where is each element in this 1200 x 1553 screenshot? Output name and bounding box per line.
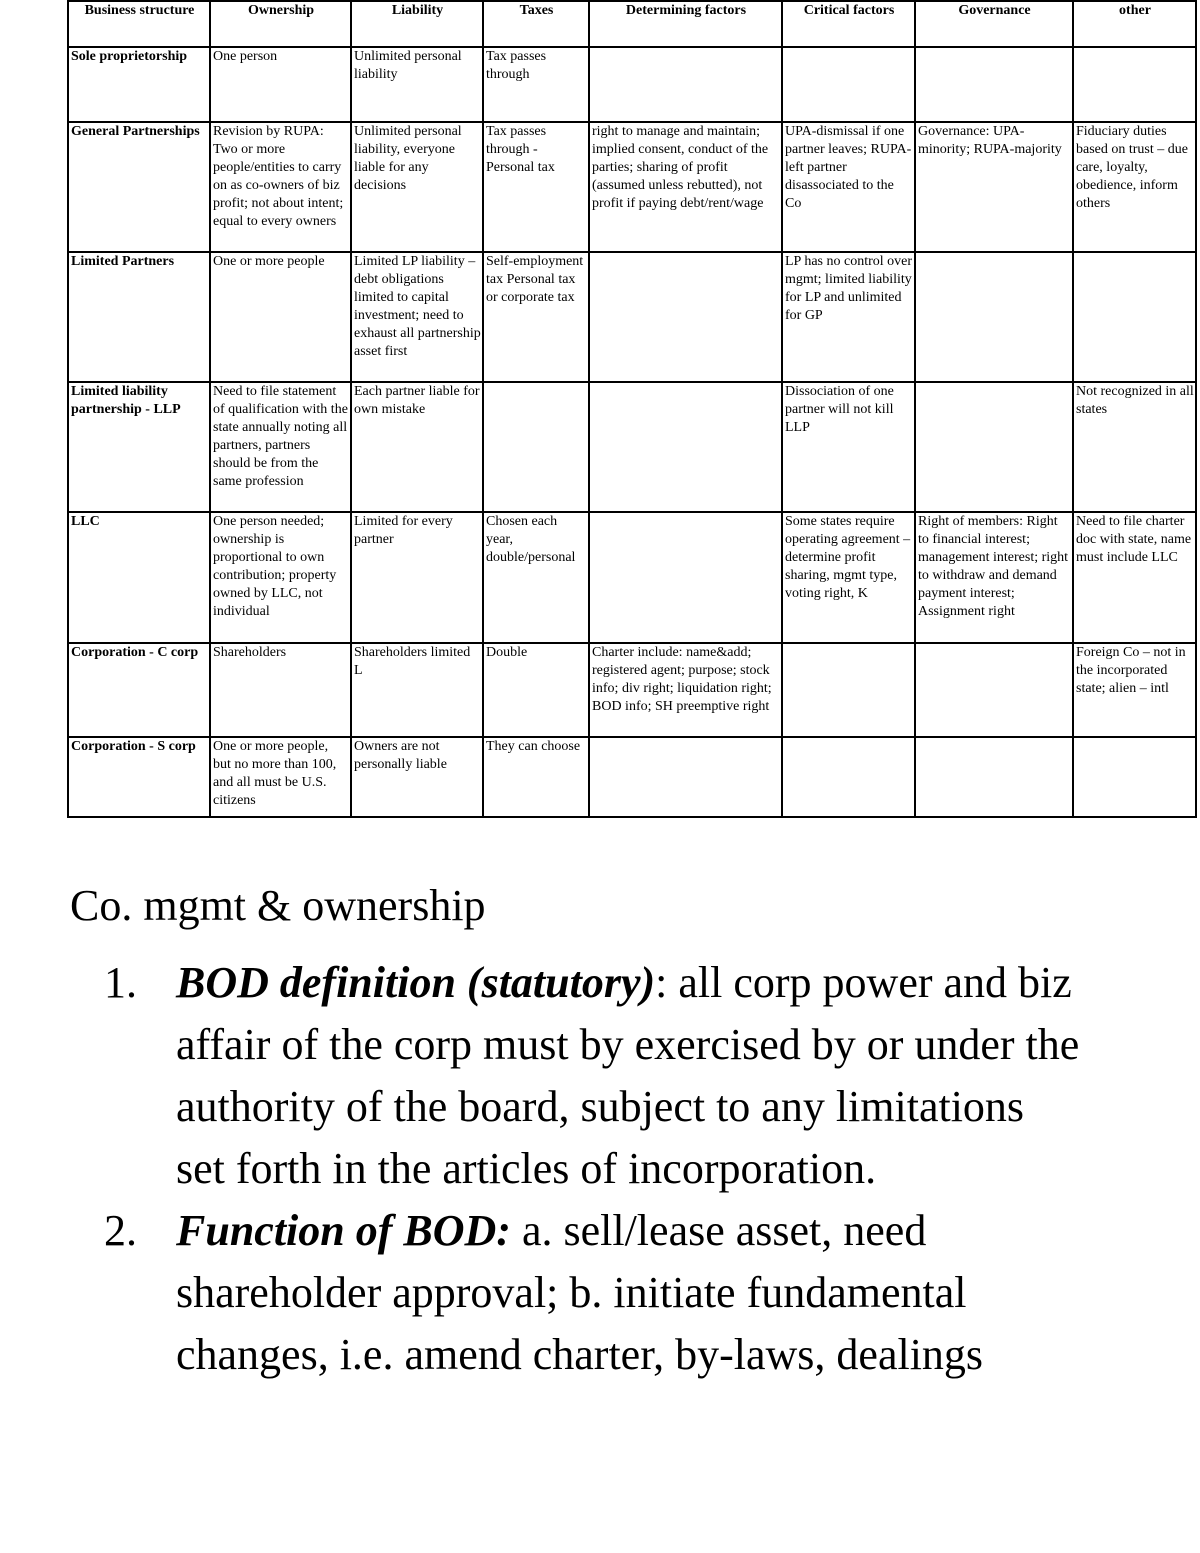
cell-critical-factors [782, 47, 915, 122]
cell-taxes: Tax passes through - Personal tax [483, 122, 589, 252]
table-row [68, 737, 1196, 817]
list-item-term: BOD definition (statutory) [176, 958, 656, 1007]
cell-critical-factors: Some states require operating agreement – determine profit sharing, mgmt type, voting right, K [782, 512, 915, 643]
cell-business-structure: Sole proprietorship [68, 47, 210, 122]
table-row [68, 643, 1196, 737]
cell-business-structure: Corporation - S corp [68, 737, 210, 817]
cell-taxes: Tax passes through [483, 47, 589, 122]
cell-ownership: Shareholders [210, 643, 351, 737]
cell-determining-factors: right to manage and maintain; implied consent, conduct of the parties; sharing of profit (assumed unless rebutted), not profit if paying debt/rent/wage [589, 122, 782, 252]
table-row [68, 512, 1196, 643]
list-item-text: : all corp power and biz affair of the corp must by exercised by or under the authority of the board, subject to any limitations set forth in the articles of incorporation. [176, 958, 1080, 1193]
cell-taxes [483, 382, 589, 512]
table-row [68, 382, 1196, 512]
list-item-text: a. sell/lease asset, need shareholder approval; b. initiate fundamental changes, i.e. amend charter, by-laws, dealings [176, 1206, 984, 1379]
cell-taxes: Self-employment tax Personal tax or corporate tax [483, 252, 589, 382]
notes-heading: Co. mgmt & ownership [70, 881, 486, 930]
cell-ownership: One person needed; ownership is proportional to own contribution; property owned by LLC, not individual [210, 512, 351, 643]
cell-governance [915, 737, 1073, 817]
header-determining-factors: Determining factors [589, 1, 782, 47]
cell-other: Not recognized in all states [1073, 382, 1196, 512]
cell-taxes: Double [483, 643, 589, 737]
header-ownership: Ownership [210, 1, 351, 47]
cell-liability: Shareholders limited L [351, 643, 483, 737]
cell-critical-factors: UPA-dismissal if one partner leaves; RUPA-left partner disassociated to the Co [782, 122, 915, 252]
cell-business-structure: Limited Partners [68, 252, 210, 382]
cell-determining-factors: Charter include: name&add; registered agent; purpose; stock info; div right; liquidation right; BOD info; SH preemptive right [589, 643, 782, 737]
list-item-number: 1. [104, 958, 137, 1007]
header-taxes: Taxes [483, 1, 589, 47]
header-liability: Liability [351, 1, 483, 47]
cell-determining-factors [589, 512, 782, 643]
cell-determining-factors [589, 47, 782, 122]
cell-taxes: They can choose [483, 737, 589, 817]
list-item [0, 1200, 1100, 1386]
list-item-term: Function of BOD: [176, 1206, 511, 1255]
business-structure-table [67, 0, 1197, 818]
cell-critical-factors: Dissociation of one partner will not kill LLP [782, 382, 915, 512]
cell-ownership: Need to file statement of qualification with the state annually noting all partners, partners should be from the same profession [210, 382, 351, 512]
cell-liability: Owners are not personally liable [351, 737, 483, 817]
notes-list [0, 952, 1100, 1386]
cell-other [1073, 737, 1196, 817]
cell-ownership: One or more people [210, 252, 351, 382]
list-item-number: 2. [104, 1206, 137, 1255]
cell-other [1073, 47, 1196, 122]
cell-determining-factors [589, 737, 782, 817]
cell-critical-factors: LP has no control over mgmt; limited liability for LP and unlimited for GP [782, 252, 915, 382]
header-governance: Governance [915, 1, 1073, 47]
cell-ownership: One person [210, 47, 351, 122]
cell-critical-factors [782, 643, 915, 737]
cell-ownership: Revision by RUPA: Two or more people/entities to carry on as co-owners of biz profit; not about intent; equal to every owners [210, 122, 351, 252]
header-business-structure: Business structure [68, 1, 210, 47]
cell-governance: Governance: UPA-minority; RUPA-majority [915, 122, 1073, 252]
table-row [68, 252, 1196, 382]
cell-other: Need to file charter doc with state, name must include LLC [1073, 512, 1196, 643]
cell-other: Foreign Co – not in the incorporated state; alien – intl [1073, 643, 1196, 737]
cell-ownership: One or more people, but no more than 100, and all must be U.S. citizens [210, 737, 351, 817]
cell-governance: Right of members: Right to financial interest; management interest; right to withdraw and demand payment interest; Assignment right [915, 512, 1073, 643]
cell-liability: Limited LP liability – debt obligations limited to capital investment; need to exhaust all partnership asset first [351, 252, 483, 382]
cell-business-structure: Corporation - C corp [68, 643, 210, 737]
cell-liability: Unlimited personal liability [351, 47, 483, 122]
cell-business-structure: General Partnerships [68, 122, 210, 252]
cell-governance [915, 382, 1073, 512]
cell-determining-factors [589, 252, 782, 382]
cell-determining-factors [589, 382, 782, 512]
cell-other [1073, 252, 1196, 382]
table-header-row [68, 1, 1196, 47]
cell-liability: Each partner liable for own mistake [351, 382, 483, 512]
cell-business-structure: LLC [68, 512, 210, 643]
cell-business-structure: Limited liability partnership - LLP [68, 382, 210, 512]
header-other: other [1073, 1, 1196, 47]
cell-other: Fiduciary duties based on trust – due care, loyalty, obedience, inform others [1073, 122, 1196, 252]
list-item [0, 952, 1100, 1200]
cell-taxes: Chosen each year, double/personal [483, 512, 589, 643]
table-row [68, 47, 1196, 122]
cell-critical-factors [782, 737, 915, 817]
cell-governance [915, 643, 1073, 737]
cell-liability: Limited for every partner [351, 512, 483, 643]
cell-governance [915, 47, 1073, 122]
cell-governance [915, 252, 1073, 382]
header-critical-factors: Critical factors [782, 1, 915, 47]
cell-liability: Unlimited personal liability, everyone liable for any decisions [351, 122, 483, 252]
table-row [68, 122, 1196, 252]
